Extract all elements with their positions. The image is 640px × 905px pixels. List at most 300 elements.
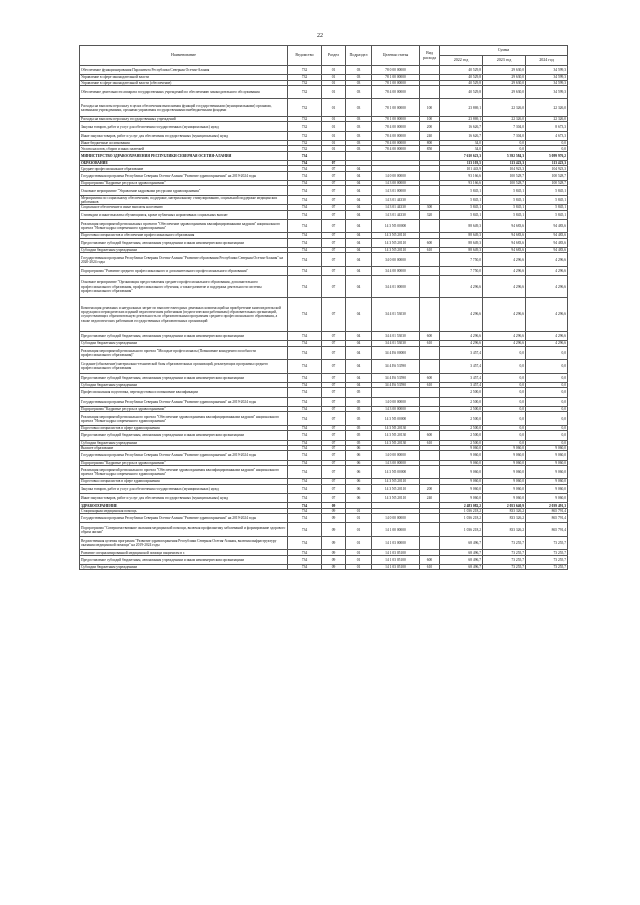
row-2022: 7 610 623,3 — [440, 151, 483, 160]
row-subsection: 04 — [346, 341, 372, 346]
row-section: 07 — [322, 161, 346, 166]
row-exp-type: 200 — [420, 122, 440, 131]
row-2024: 9 060,0 — [526, 465, 568, 479]
row-target: 14 3 N5 20110 — [372, 494, 420, 503]
row-name: Субсидии бюджетным учреждениям — [80, 565, 288, 570]
row-subsection: 05 — [346, 412, 372, 426]
row-subsection: 06 — [346, 465, 372, 479]
row-target: 34 4 01 53030 — [372, 331, 420, 340]
page-number: 22 — [317, 33, 323, 39]
row-section: 01 — [322, 99, 346, 117]
table-row — [80, 195, 568, 204]
row-exp-type: 200 — [420, 484, 440, 493]
row-ministry: 734 — [288, 253, 322, 267]
row-2024: 100 528,7 — [526, 181, 568, 186]
row-2022: 88 649,3 — [440, 248, 483, 253]
row-target: 14 3 N5 00000 — [372, 465, 420, 479]
row-2022: 3 457,4 — [440, 373, 483, 382]
row-exp-type: 240 — [420, 494, 440, 503]
row-exp-type — [420, 85, 440, 99]
row-name: Реализация мероприятий регионального проекта "Обеспечение здравоохранения квалифицированными кадрами" национального проекта "Новые кадры современного здравоохранения" — [80, 412, 288, 426]
row-name: ЗДРАВООХРАНЕНИЕ — [80, 503, 288, 508]
row-name: Предоставление субсидий бюджетным, автономным учреждениям и иным некоммерческим организациям — [80, 431, 288, 440]
row-name: Подпрограмма "Совершенствование оказания медицинской помощи, включая профилактику заболеваний и формирование здорового образа жизни" — [80, 523, 288, 537]
row-exp-type — [420, 346, 440, 360]
row-ministry: 734 — [288, 360, 322, 374]
row-2022: 3 457,4 — [440, 383, 483, 388]
row-exp-type: 100 — [420, 99, 440, 117]
row-subsection: 04 — [346, 195, 372, 204]
row-subsection: 05 — [346, 407, 372, 412]
row-target: 14 3 00 00000 — [372, 181, 420, 186]
row-exp-type — [420, 536, 440, 550]
row-2024: 113 423,3 — [526, 161, 568, 166]
row-ministry: 734 — [288, 166, 322, 171]
row-2023: 0,0 — [483, 407, 526, 412]
row-section: 07 — [322, 383, 346, 388]
row-subsection: 06 — [346, 451, 372, 460]
row-name: Подготовка специалистов и обеспечение профессионального образования — [80, 233, 288, 238]
row-exp-type: 600 — [420, 431, 440, 440]
row-2024: 865 791,4 — [526, 514, 568, 523]
row-2023: 0,0 — [483, 440, 526, 445]
row-2023: 73 255,7 — [483, 550, 526, 555]
row-ministry: 734 — [288, 440, 322, 445]
row-section: 07 — [322, 388, 346, 397]
header-2022: 2022 год — [440, 56, 483, 66]
row-target: 34 4 E6 53590 — [372, 383, 420, 388]
row-section: 07 — [322, 451, 346, 460]
row-ministry: 734 — [288, 205, 322, 210]
row-name: Реализация мероприятий регионального проекта "Обеспечение здравоохранения квалифицированными кадрами" национального проекта "Новые кадры современного здравоохранения" — [80, 465, 288, 479]
row-exp-type — [420, 186, 440, 195]
table-row — [80, 186, 568, 195]
row-2023: 0,0 — [483, 425, 526, 430]
row-target: 34 4 E6 53590 — [372, 373, 420, 382]
row-2022: 2 500,0 — [440, 397, 483, 406]
row-2023: 4 296,6 — [483, 341, 526, 346]
row-2024: 34 599,3 — [526, 66, 568, 75]
table-row — [80, 266, 568, 275]
row-2023: 94 683,6 — [483, 238, 526, 247]
row-exp-type — [420, 388, 440, 397]
row-subsection: 05 — [346, 388, 372, 397]
row-2024: 0,0 — [526, 146, 568, 151]
row-subsection: 06 — [346, 484, 372, 493]
row-2024: 73 255,7 — [526, 536, 568, 550]
row-subsection: 04 — [346, 360, 372, 374]
row-target — [372, 388, 420, 397]
row-subsection: 04 — [346, 253, 372, 267]
table-row — [80, 484, 568, 493]
row-2023: 113 423,3 — [483, 161, 526, 166]
row-section: 09 — [322, 508, 346, 513]
row-target: 14 0 00 00000 — [372, 171, 420, 180]
row-target: 78 4 00 00000 — [372, 146, 420, 151]
row-name: Компенсация денежных и натуральных затрат по выплате ежегодных денежных компенсаций на приобретение книгоиздательской продукции и периодических изданий педагогическим работникам (педагогическим работникам) образовательных организаций, осуществляющих образовательную деятельность по образовательным программам среднего профессионального образования, а также педагогических работников государственных образовательных организаций — [80, 297, 288, 331]
row-name: Предоставление субсидий бюджетным, автономным учреждениям и иным некоммерческим организациям — [80, 238, 288, 247]
row-2024: 104 923,3 — [526, 166, 568, 171]
row-2023: 9 060,0 — [483, 494, 526, 503]
row-2024: 5 099 976,2 — [526, 151, 568, 160]
row-section: 09 — [322, 565, 346, 570]
row-exp-type — [420, 412, 440, 426]
row-exp-type: 320 — [420, 210, 440, 219]
row-ministry: 734 — [288, 494, 322, 503]
row-2023: 29 630,0 — [483, 75, 526, 80]
row-ministry: 732 — [288, 122, 322, 131]
row-2023: 29 630,0 — [483, 85, 526, 99]
row-exp-type — [420, 171, 440, 180]
row-target: 78 0 00 00000 — [372, 66, 420, 75]
table-row — [80, 85, 568, 99]
row-exp-type: 610 — [420, 341, 440, 346]
row-target: 14 1 03 05100 — [372, 550, 420, 555]
row-subsection: 05 — [346, 397, 372, 406]
row-target: 14 0 00 00000 — [372, 397, 420, 406]
row-2023: 7 304,0 — [483, 131, 526, 140]
row-section: 07 — [322, 341, 346, 346]
row-target: 14 0 00 00000 — [372, 451, 420, 460]
row-2023: 104 923,3 — [483, 166, 526, 171]
row-section: 07 — [322, 373, 346, 382]
row-name: Среднее профессиональное образование — [80, 166, 288, 171]
row-2022: 2 500,0 — [440, 407, 483, 412]
row-2024: 0,0 — [526, 425, 568, 430]
row-ministry: 734 — [288, 425, 322, 430]
row-ministry: 734 — [288, 161, 322, 166]
row-ministry: 734 — [288, 388, 322, 397]
row-2022: 5 845,1 — [440, 186, 483, 195]
header-target: Целевая статья — [372, 46, 420, 66]
row-ministry: 734 — [288, 508, 322, 513]
row-2023: 9 060,0 — [483, 465, 526, 479]
row-section: 07 — [322, 431, 346, 440]
row-2022: 113 103,5 — [440, 161, 483, 166]
row-2024: 94 483,6 — [526, 233, 568, 238]
row-2024: 0,0 — [526, 407, 568, 412]
row-2024: 5 845,1 — [526, 205, 568, 210]
row-subsection: 04 — [346, 181, 372, 186]
row-2024: 0,0 — [526, 346, 568, 360]
row-2023: 0,0 — [483, 412, 526, 426]
row-2022: 88 649,3 — [440, 233, 483, 238]
row-2024: 0,0 — [526, 397, 568, 406]
row-2022: 34,0 — [440, 146, 483, 151]
row-subsection: 03 — [346, 117, 372, 122]
table-row — [80, 151, 568, 160]
row-target: 14 3 N5 20130 — [372, 425, 420, 430]
row-2023: 4 296,6 — [483, 266, 526, 275]
row-exp-type — [420, 514, 440, 523]
row-ministry: 732 — [288, 146, 322, 151]
row-subsection: 01 — [346, 523, 372, 537]
row-target: 14 3 01 44330 — [372, 195, 420, 204]
table-row — [80, 397, 568, 406]
row-subsection: 04 — [346, 186, 372, 195]
row-exp-type: 610 — [420, 565, 440, 570]
row-name: Профессиональная подготовка, переподготовка и повышение квалификации — [80, 388, 288, 397]
row-2022: 9 060,0 — [440, 484, 483, 493]
row-subsection: 03 — [346, 122, 372, 131]
row-subsection: 05 — [346, 425, 372, 430]
row-2024: 0,0 — [526, 440, 568, 445]
row-exp-type: 610 — [420, 248, 440, 253]
row-exp-type: 600 — [420, 331, 440, 340]
row-ministry: 734 — [288, 550, 322, 555]
row-2022: 88 649,3 — [440, 219, 483, 233]
row-exp-type: 600 — [420, 373, 440, 382]
table-row — [80, 565, 568, 570]
row-target: 14 3 N5 20110 — [372, 484, 420, 493]
row-exp-type: 800 — [420, 141, 440, 146]
row-2024: 9 060,0 — [526, 479, 568, 484]
row-2023: 94 683,6 — [483, 219, 526, 233]
row-subsection: 01 — [346, 555, 372, 564]
row-name: Иные закупки товаров, работ и услуг для обеспечения государственных (муниципальных) нужд — [80, 494, 288, 503]
row-2024: 0,0 — [526, 388, 568, 397]
row-2023: 5 845,1 — [483, 195, 526, 204]
row-2024: 4 296,6 — [526, 297, 568, 331]
row-ministry: 734 — [288, 331, 322, 340]
row-subsection: 06 — [346, 460, 372, 465]
table-row — [80, 555, 568, 564]
row-exp-type — [420, 465, 440, 479]
row-2022: 1 036 218,2 — [440, 514, 483, 523]
row-exp-type: 600 — [420, 555, 440, 564]
table-row — [80, 66, 568, 75]
row-subsection: 04 — [346, 238, 372, 247]
row-target: 78 1 00 00000 — [372, 117, 420, 122]
row-target: 34 4 00 00000 — [372, 266, 420, 275]
row-ministry: 734 — [288, 248, 322, 253]
table-row — [80, 360, 568, 374]
row-target: 34 4 01 53030 — [372, 341, 420, 346]
row-target: 14 3 01 44330 — [372, 210, 420, 219]
row-2022: 3 457,4 — [440, 346, 483, 360]
row-exp-type — [420, 451, 440, 460]
row-2024: 22 326,0 — [526, 117, 568, 122]
row-2023: 9 060,0 — [483, 445, 526, 450]
row-name: Государственная программа Республики Северная Осетия-Алания "Развитие здравоохранения" на 2019-2024 годы — [80, 514, 288, 523]
row-2023: 100 528,7 — [483, 181, 526, 186]
row-ministry: 734 — [288, 171, 322, 180]
row-2023: 29 630,0 — [483, 66, 526, 75]
row-target: 14 3 01 00000 — [372, 186, 420, 195]
row-2024: 94 483,6 — [526, 219, 568, 233]
row-2024: 4 296,6 — [526, 266, 568, 275]
row-subsection: 01 — [346, 536, 372, 550]
header-name: Наименование — [80, 46, 288, 66]
row-2022: 68 496,7 — [440, 555, 483, 564]
row-ministry: 734 — [288, 186, 322, 195]
row-exp-type: 600 — [420, 238, 440, 247]
row-2023: 5 845,1 — [483, 186, 526, 195]
row-2023: 73 255,7 — [483, 565, 526, 570]
row-subsection: 04 — [346, 276, 372, 298]
table-row — [80, 431, 568, 440]
row-subsection: 06 — [346, 445, 372, 450]
row-2022: 9 060,0 — [440, 451, 483, 460]
row-2023: 833 326,2 — [483, 523, 526, 537]
row-section: 09 — [322, 503, 346, 508]
header-sum: Сумма — [440, 46, 568, 56]
row-section: 09 — [322, 555, 346, 564]
row-2022: 4 296,6 — [440, 331, 483, 340]
row-2022: 93 166,6 — [440, 171, 483, 180]
table-row — [80, 131, 568, 140]
row-name: Создание (обновление) материально-технической базы образовательных организаций, реализующих программы среднего профессионального образования — [80, 360, 288, 374]
row-ministry: 734 — [288, 484, 322, 493]
row-ministry: 734 — [288, 412, 322, 426]
row-subsection: 04 — [346, 373, 372, 382]
row-2024: 2 039 491,3 — [526, 503, 568, 508]
row-ministry: 734 — [288, 219, 322, 233]
row-2024: 22 326,0 — [526, 99, 568, 117]
row-name: Субсидии бюджетным учреждениям — [80, 440, 288, 445]
row-exp-type — [420, 523, 440, 537]
row-subsection: 06 — [346, 494, 372, 503]
row-target: 78 4 00 00000 — [372, 131, 420, 140]
row-2022: 1 036 218,2 — [440, 508, 483, 513]
row-2024: 0,0 — [526, 383, 568, 388]
row-2023: 94 683,6 — [483, 248, 526, 253]
row-2022: 40 529,8 — [440, 75, 483, 80]
row-2023: 5 845,1 — [483, 205, 526, 210]
row-2022: 4 296,6 — [440, 341, 483, 346]
table-row — [80, 388, 568, 397]
table-row — [80, 276, 568, 298]
row-target: 34 4 01 53030 — [372, 297, 420, 331]
row-2023: 73 255,7 — [483, 536, 526, 550]
table-row — [80, 297, 568, 331]
row-target: 78 1 00 00000 — [372, 99, 420, 117]
row-2024: 100 528,7 — [526, 171, 568, 180]
row-ministry: 732 — [288, 66, 322, 75]
table-row — [80, 219, 568, 233]
row-2024: 9 060,0 — [526, 445, 568, 450]
table-row — [80, 346, 568, 360]
row-2022: 2 500,0 — [440, 412, 483, 426]
row-subsection: 01 — [346, 514, 372, 523]
row-2023: 0,0 — [483, 397, 526, 406]
row-target: 34 4 01 00000 — [372, 276, 420, 298]
row-2022: 4 296,6 — [440, 297, 483, 331]
row-2022: 23 869,1 — [440, 117, 483, 122]
row-name: ОБРАЗОВАНИЕ — [80, 161, 288, 166]
row-2022: 9 060,0 — [440, 460, 483, 465]
row-target: 14 0 00 00000 — [372, 514, 420, 523]
row-2022: 5 845,1 — [440, 210, 483, 219]
row-ministry: 734 — [288, 460, 322, 465]
row-section: 07 — [322, 186, 346, 195]
row-target: 14 3 00 00000 — [372, 460, 420, 465]
row-exp-type — [420, 253, 440, 267]
row-name: Уплата налогов, сборов и иных платежей — [80, 146, 288, 151]
row-section: 07 — [322, 276, 346, 298]
row-name: Закупка товаров, работ и услуг для обеспечения государственных (муниципальных) нужд — [80, 122, 288, 131]
row-subsection: 04 — [346, 210, 372, 219]
row-2023: 9 060,0 — [483, 460, 526, 465]
row-exp-type — [420, 195, 440, 204]
row-2023: 9 060,0 — [483, 479, 526, 484]
row-2024: 0,0 — [526, 360, 568, 374]
row-ministry: 734 — [288, 536, 322, 550]
row-2022: 5 845,1 — [440, 195, 483, 204]
row-2024: 0,0 — [526, 431, 568, 440]
row-ministry: 734 — [288, 465, 322, 479]
row-target: 78 1 00 00000 — [372, 80, 420, 85]
table-row — [80, 171, 568, 180]
row-target: 14 3 N5 20130 — [372, 440, 420, 445]
row-subsection: 03 — [346, 146, 372, 151]
row-section: 07 — [322, 440, 346, 445]
row-2023: 7 304,0 — [483, 122, 526, 131]
row-section: 01 — [322, 80, 346, 85]
row-2022: 1 036 218,2 — [440, 523, 483, 537]
row-2022: 68 496,7 — [440, 565, 483, 570]
row-2022: 9 060,0 — [440, 465, 483, 479]
row-name: Иные закупки товаров, работ и услуг для обеспечения государственных (муниципальных) нужд — [80, 131, 288, 140]
row-2023: 0,0 — [483, 383, 526, 388]
row-2022: 2 500,0 — [440, 388, 483, 397]
row-target: 14 3 01 44330 — [372, 205, 420, 210]
row-2023: 22 326,0 — [483, 99, 526, 117]
row-2024: 0,0 — [526, 141, 568, 146]
row-ministry: 732 — [288, 99, 322, 117]
row-name: Основное мероприятие "Организация предоставления среднего профессионального образования, дополнительного профессионального образования, профессионального обучения, а также развитие и поддержка деятельности системы профессионального образования" — [80, 276, 288, 298]
row-section: 07 — [322, 266, 346, 275]
row-2022: 34,0 — [440, 141, 483, 146]
row-name: Подпрограмма "Кадровые ресурсы в здравоохранении" — [80, 181, 288, 186]
row-2024: 73 255,7 — [526, 550, 568, 555]
row-2023: 4 296,6 — [483, 297, 526, 331]
row-2024: 0,0 — [526, 373, 568, 382]
row-target: 34 0 00 00000 — [372, 253, 420, 267]
row-exp-type: 100 — [420, 117, 440, 122]
row-ministry: 734 — [288, 431, 322, 440]
row-subsection: 01 — [346, 565, 372, 570]
row-ministry: 734 — [288, 210, 322, 219]
row-2024: 865 791,4 — [526, 523, 568, 537]
row-target: 14 1 03 05100 — [372, 565, 420, 570]
row-ministry: 734 — [288, 555, 322, 564]
row-subsection: 03 — [346, 85, 372, 99]
row-section: 07 — [322, 205, 346, 210]
row-target: 78 1 00 00000 — [372, 75, 420, 80]
row-ministry: 734 — [288, 479, 322, 484]
row-section: 09 — [322, 536, 346, 550]
row-subsection: 05 — [346, 431, 372, 440]
row-ministry: 734 — [288, 451, 322, 460]
row-name: Основное мероприятие "Управление кадровыми ресурсами здравоохранения" — [80, 186, 288, 195]
row-2023: 2 053 640,9 — [483, 503, 526, 508]
row-2022: 2 500,0 — [440, 425, 483, 430]
row-2022: 16 626,7 — [440, 131, 483, 140]
row-subsection: 04 — [346, 233, 372, 238]
row-2022: 16 626,7 — [440, 122, 483, 131]
row-ministry: 732 — [288, 141, 322, 146]
row-ministry: 734 — [288, 276, 322, 298]
row-target: 34 4 E6 00000 — [372, 346, 420, 360]
row-name: Субсидии бюджетным учреждениям — [80, 248, 288, 253]
row-2022: 4 296,6 — [440, 276, 483, 298]
row-target: 14 3 N5 00000 — [372, 219, 420, 233]
row-2023: 9 060,0 — [483, 451, 526, 460]
header-exp-type: Вид расхода — [420, 46, 440, 66]
row-2024: 73 255,7 — [526, 565, 568, 570]
row-name: Обеспечение деятельности аппарата государственных учреждений по обеспечению законодательного обслуживания — [80, 85, 288, 99]
